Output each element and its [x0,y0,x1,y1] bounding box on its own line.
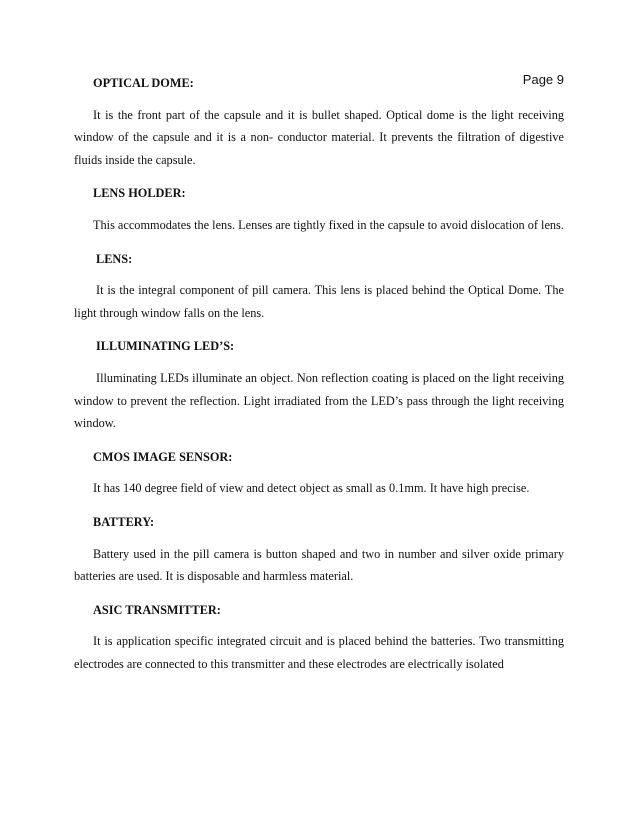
page-number: Page 9 [522,72,564,87]
section-asic-transmitter [74,599,564,676]
document-body [74,72,564,686]
section-illuminating-leds [74,335,564,434]
section-optical-dome [74,72,564,171]
section-heading: BATTERY: [93,514,155,529]
section-heading: OPTICAL DOME: [93,76,194,90]
section-paragraph: Illuminating LEDs illuminate an object. Non reflection coating is placed on the light receiving window to prevent the reflection. Light irradiated from the LED’s pass through the light receiving window. [74,370,564,431]
section-paragraph: It is the front part of the capsule and it is bullet shaped. Optical dome is the light receiving window of the capsule and it is a non- conductor material. It prevents the filtration of digestive fluids inside the capsule. [74,107,564,167]
section-paragraph: This accommodates the lens. Lenses are tightly fixed in the capsule to avoid dislocation of lens. [93,217,564,232]
section-battery [74,511,564,588]
section-cmos-image-sensor [74,446,564,500]
section-paragraph: It is the integral component of pill camera. This lens is placed behind the Optical Dome. The light through window falls on the lens. [74,283,564,320]
section-heading: CMOS IMAGE SENSOR: [93,449,233,464]
section-heading: ASIC TRANSMITTER: [93,602,221,617]
section-heading: LENS HOLDER: [93,186,186,201]
section-paragraph: It has 140 degree field of view and detect object as small as 0.1mm. It have high precise. [93,481,530,496]
section-paragraph: Battery used in the pill camera is button shaped and two in number and silver oxide primary batteries are used. It is disposable and harmless material. [74,546,564,584]
section-heading: LENS: [96,251,133,266]
section-lens-holder [74,182,564,236]
section-heading: ILLUMINATING LED’S: [96,339,235,354]
section-lens [74,248,564,325]
section-paragraph: It is application specific integrated circuit and is placed behind the batteries. Two transmitting electrodes are connected to this transmitter and these electrodes are electrically isolated [74,634,564,671]
